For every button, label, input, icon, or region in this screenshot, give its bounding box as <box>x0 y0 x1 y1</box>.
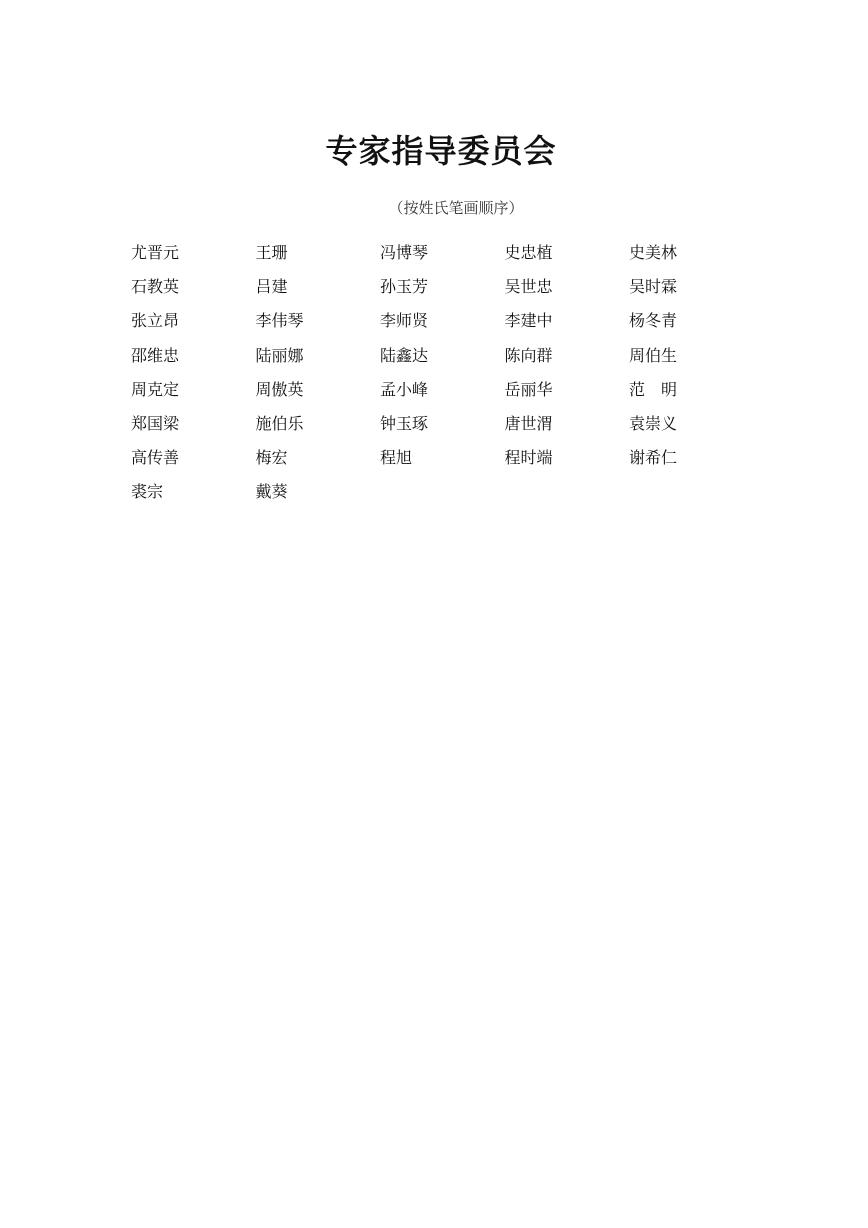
member-name: 周伯生 <box>629 345 678 365</box>
member-name: 戴葵 <box>255 482 288 502</box>
names-grid <box>131 240 751 514</box>
member-name: 周克定 <box>131 379 180 399</box>
member-name: 陈向群 <box>504 345 553 365</box>
member-name: 李伟琴 <box>255 311 304 331</box>
member-name: 谢希仁 <box>629 448 678 468</box>
page-subtitle: （按姓氏笔画顺序） <box>388 199 524 217</box>
member-name: 唐世渭 <box>504 413 553 433</box>
member-name: 范 明 <box>629 379 678 399</box>
member-name: 史美林 <box>629 243 678 262</box>
member-name: 石教英 <box>131 277 180 297</box>
member-name: 王珊 <box>255 243 288 262</box>
member-name: 邵维忠 <box>131 345 180 365</box>
member-name: 陆丽娜 <box>255 345 304 365</box>
member-name: 程时端 <box>504 448 553 468</box>
page-title: 专家指导委员会 <box>325 132 557 170</box>
member-name: 程旭 <box>380 448 413 468</box>
member-name: 杨冬青 <box>629 311 678 331</box>
member-name: 吴世忠 <box>504 277 553 297</box>
member-name: 高传善 <box>131 448 180 468</box>
member-name: 袁崇义 <box>629 413 678 433</box>
member-name: 施伯乐 <box>255 413 304 433</box>
member-name: 钟玉琢 <box>380 413 429 433</box>
member-name: 李建中 <box>504 311 553 331</box>
member-name: 梅宏 <box>255 448 288 468</box>
member-name: 孙玉芳 <box>380 277 429 297</box>
member-name: 尤晋元 <box>131 243 180 262</box>
member-name: 岳丽华 <box>504 379 553 399</box>
member-name: 冯博琴 <box>380 243 429 262</box>
member-name: 张立昂 <box>131 311 180 331</box>
member-name: 李师贤 <box>380 311 429 331</box>
member-name: 陆鑫达 <box>380 345 429 365</box>
member-name: 吴时霖 <box>629 277 678 297</box>
member-name: 郑国梁 <box>131 413 180 433</box>
member-name: 孟小峰 <box>380 379 429 399</box>
member-name: 史忠植 <box>504 243 553 262</box>
member-name: 裘宗 <box>131 482 164 502</box>
member-name: 吕建 <box>255 277 288 297</box>
member-name: 周傲英 <box>255 379 304 399</box>
